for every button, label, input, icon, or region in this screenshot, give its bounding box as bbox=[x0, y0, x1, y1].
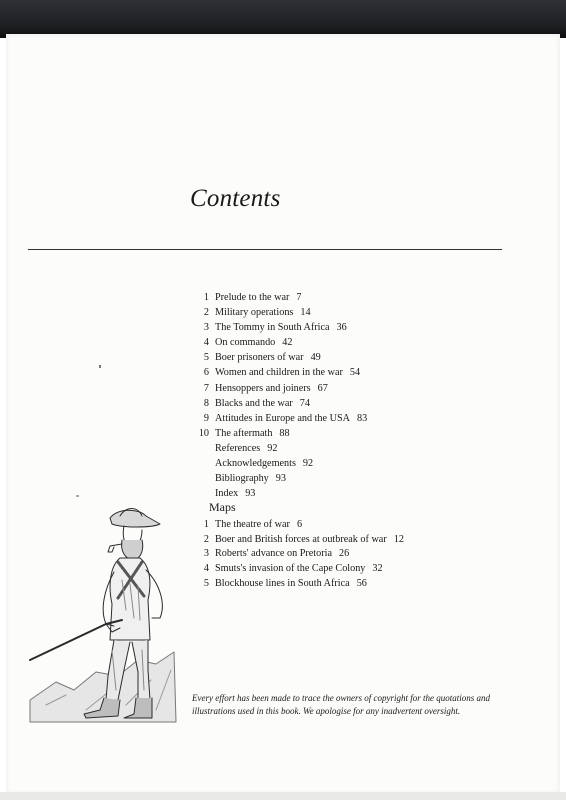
list-item: 6 Women and children in the war 54 bbox=[203, 367, 361, 379]
page-title: Contents bbox=[190, 185, 281, 212]
list-item: 8 Blacks and the war 74 bbox=[203, 397, 310, 409]
list-item: 1 Prelude to the war 7 bbox=[203, 292, 302, 303]
list-item: 2 Boer and British forces at outbreak of war 12 bbox=[203, 533, 404, 545]
list-item: Acknowledgements 92 bbox=[215, 458, 314, 470]
list-item: 1 The theatre of war 6 bbox=[203, 519, 303, 530]
list-item: 4 Smuts's invasion of the Cape Colony 32 bbox=[203, 563, 383, 575]
list-item: 5 Boer prisoners of war 49 bbox=[203, 352, 321, 364]
copyright-note: Every effort has been made to trace the owners of copyright for the quotations and illustrations used in this book. We apologise for any inadvertent oversight. bbox=[192, 693, 490, 716]
scan-speck bbox=[99, 365, 101, 368]
title-divider bbox=[28, 249, 502, 250]
list-item: 3 Roberts' advance on Pretoria 26 bbox=[203, 548, 350, 560]
list-item: Bibliography 93 bbox=[215, 473, 286, 485]
list-item: 4 On commando 42 bbox=[203, 337, 293, 349]
list-item: 10 The aftermath 88 bbox=[198, 427, 290, 439]
list-item: Index 93 bbox=[215, 488, 256, 500]
scan-border-top bbox=[0, 0, 566, 38]
scan-speck bbox=[76, 495, 79, 497]
contents-list bbox=[190, 290, 367, 501]
list-item: 5 Blockhouse lines in South Africa 56 bbox=[203, 577, 367, 589]
list-item: 9 Attitudes in Europe and the USA 83 bbox=[203, 412, 368, 424]
list-item: References 92 bbox=[215, 442, 278, 454]
list-item: 7 Hensoppers and joiners 67 bbox=[203, 382, 328, 394]
maps-heading: Maps bbox=[209, 500, 236, 514]
boer-commando-sketch-icon bbox=[26, 500, 186, 730]
maps-list bbox=[190, 518, 404, 592]
scan-border-bottom bbox=[0, 792, 566, 800]
list-item: 2 Military operations 14 bbox=[203, 307, 311, 319]
list-item: 3 The Tommy in South Africa 36 bbox=[203, 322, 347, 334]
